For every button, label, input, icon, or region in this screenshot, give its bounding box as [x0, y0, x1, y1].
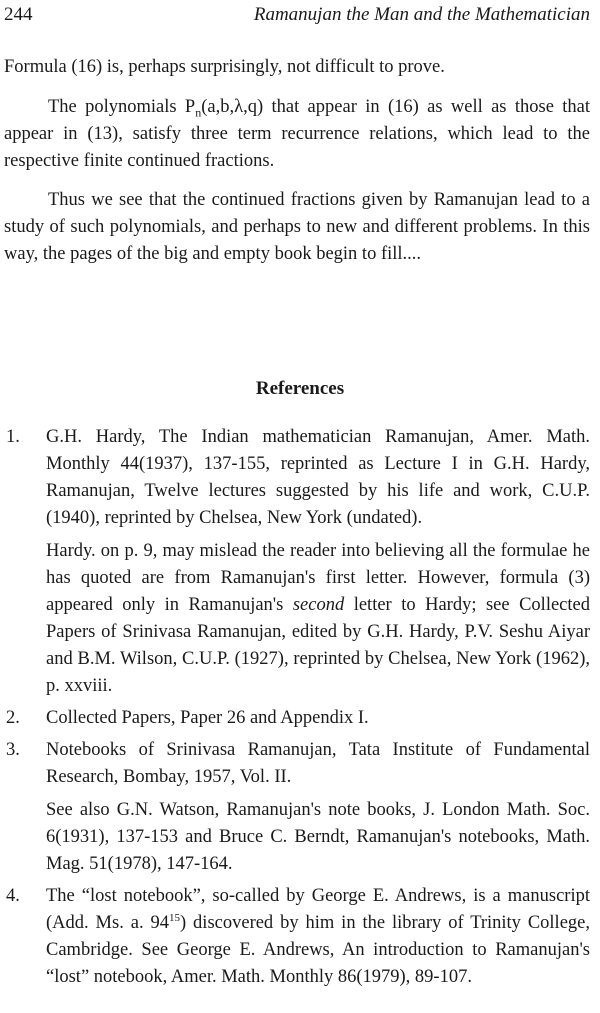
paragraph-continued-fractions: Thus we see that the continued fractions given by Ramanujan lead to a study of such polynomials, and perhaps to new and different problems. In this way, the pages of the big and empty book begin to fill....	[4, 190, 590, 264]
reference-text: G.H. Hardy, The Indian mathematician Ramanujan, Amer. Math. Monthly 44(1937), 137-155, reprinted as Lecture I in G.H. Hardy, Ramanujan, Twelve lectures suggested by his life and work, C.U.P. (1940), reprinted by Chelsea, New York (undated).	[46, 427, 590, 528]
reference-text: Notebooks of Srinivasa Ramanujan, Tata Institute of Fundamental Research, Bombay, 1957, Vol. II.	[46, 740, 590, 787]
paragraph-formula-proof: Formula (16) is, perhaps surprisingly, not difficult to prove.	[4, 57, 445, 77]
running-title: Ramanujan the Man and the Mathematician	[253, 4, 590, 25]
reference-note-rest: letter to Hardy; see Collected Papers of Srinivasa Ramanujan, edited by G.H. Hardy, P.V. Seshu Aiyar and B.M. Wilson, C.U.P. (1927), reprinted by Chelsea, New York (1962), p. xxviii.	[46, 595, 590, 696]
reference-text-lead: The “lost notebook”, so-called by George E. Andrews, is a manuscript (Add. Ms. a. 94	[46, 886, 590, 933]
reference-text: Collected Papers, Paper 26 and Appendix I.	[46, 708, 369, 728]
reference-item-3	[0, 737, 590, 878]
paragraph-polynomials-rest: (a,b,λ,q) that appear in (16) as well as those that appear in (13), satisfy three term recurrence relations, which lead to the respective finite continued fractions.	[4, 97, 590, 171]
reference-note-italic: second	[292, 595, 345, 615]
reference-item-2	[0, 705, 590, 732]
polynomial-subscript: n	[195, 105, 202, 120]
references-list	[0, 424, 590, 996]
reference-item-4	[0, 883, 590, 991]
manuscript-superscript: 15	[168, 911, 180, 924]
reference-number: 2.	[6, 708, 20, 728]
reference-number: 4.	[6, 886, 20, 906]
reference-note-lead: Hardy. on p. 9, may mislead the reader into believing all the formulae he has quoted are from Ramanujan's first letter. However, formula (3) appeared only in Ramanujan's	[46, 541, 590, 615]
page-number: 244	[4, 4, 33, 25]
reference-note: See also G.N. Watson, Ramanujan's note books, J. London Math. Soc. 6(1931), 137-153 and Bruce C. Berndt, Ramanujan's notebooks, Math. Mag. 51(1978), 147-164.	[46, 800, 590, 874]
reference-note	[46, 538, 590, 700]
reference-number: 1.	[6, 427, 20, 447]
paragraph-polynomials-lead: The polynomials P	[48, 97, 196, 117]
reference-number: 3.	[6, 740, 20, 760]
page-header	[4, 4, 590, 30]
reference-item-1	[0, 424, 590, 700]
reference-text	[46, 883, 590, 991]
paragraph-polynomials	[4, 94, 590, 175]
references-heading: References	[255, 378, 345, 399]
reference-text-rest: ) discovered by him in the library of Trinity College, Cambridge. See George E. Andrews, An introduction to Ramanujan's “lost” notebook, Amer. Math. Monthly 86(1979), 89-107.	[46, 913, 590, 987]
